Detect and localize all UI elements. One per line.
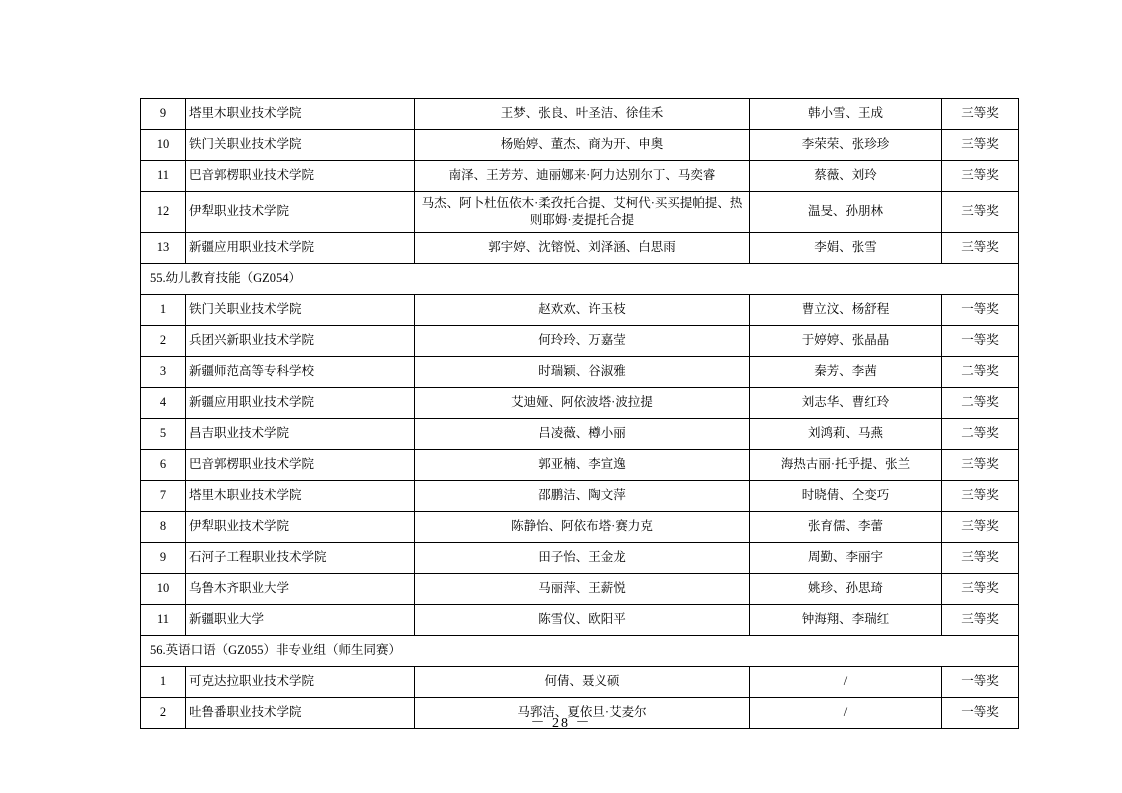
table-row: [141, 356, 1019, 387]
table-body: [141, 99, 1019, 729]
section-title: 56.英语口语（GZ055）非专业组（师生同赛）: [141, 635, 1019, 666]
rank-cell: 4: [141, 387, 186, 418]
students-cell: 郭亚楠、李宣逸: [415, 449, 750, 480]
school-cell: 塔里木职业技术学院: [186, 480, 415, 511]
award-cell: 三等奖: [942, 542, 1019, 573]
table-row: [141, 542, 1019, 573]
students-cell: 郭宇婷、沈镕悦、刘泽涵、白思雨: [415, 232, 750, 263]
award-cell: 二等奖: [942, 387, 1019, 418]
award-cell: 三等奖: [942, 480, 1019, 511]
teachers-cell: 钟海翔、李瑞红: [750, 604, 942, 635]
teachers-cell: 李荣荣、张珍珍: [750, 130, 942, 161]
teachers-cell: 刘志华、曹红玲: [750, 387, 942, 418]
table-row: [141, 130, 1019, 161]
rank-cell: 5: [141, 418, 186, 449]
table-row: [141, 192, 1019, 233]
award-cell: 三等奖: [942, 511, 1019, 542]
award-cell: 一等奖: [942, 666, 1019, 697]
rank-cell: 9: [141, 99, 186, 130]
award-cell: 三等奖: [942, 130, 1019, 161]
award-list-table: [140, 98, 1019, 729]
award-cell: 三等奖: [942, 99, 1019, 130]
school-cell: 昌吉职业技术学院: [186, 418, 415, 449]
teachers-cell: 于婷婷、张晶晶: [750, 325, 942, 356]
table-row: [141, 294, 1019, 325]
students-cell: 时瑞颖、谷淑雅: [415, 356, 750, 387]
award-cell: 三等奖: [942, 604, 1019, 635]
school-cell: 塔里木职业技术学院: [186, 99, 415, 130]
rank-cell: 2: [141, 697, 186, 728]
school-cell: 伊犁职业技术学院: [186, 192, 415, 233]
students-cell: 田子怡、王金龙: [415, 542, 750, 573]
page-number: － 28 －: [530, 716, 592, 731]
school-cell: 新疆职业大学: [186, 604, 415, 635]
teachers-cell: /: [750, 666, 942, 697]
award-cell: 一等奖: [942, 697, 1019, 728]
award-cell: 三等奖: [942, 192, 1019, 233]
award-cell: 一等奖: [942, 294, 1019, 325]
table-row: [141, 573, 1019, 604]
teachers-cell: 姚珍、孙思琦: [750, 573, 942, 604]
rank-cell: 12: [141, 192, 186, 233]
rank-cell: 2: [141, 325, 186, 356]
students-cell: 王梦、张良、叶圣洁、徐佳禾: [415, 99, 750, 130]
award-cell: 三等奖: [942, 232, 1019, 263]
school-cell: 可克达拉职业技术学院: [186, 666, 415, 697]
teachers-cell: 李娟、张雪: [750, 232, 942, 263]
rank-cell: 8: [141, 511, 186, 542]
teachers-cell: 曹立汶、杨舒程: [750, 294, 942, 325]
teachers-cell: 张育儒、李蕾: [750, 511, 942, 542]
teachers-cell: 秦芳、李茜: [750, 356, 942, 387]
school-cell: 石河子工程职业技术学院: [186, 542, 415, 573]
award-cell: 三等奖: [942, 161, 1019, 192]
table-row: [141, 511, 1019, 542]
school-cell: 铁门关职业技术学院: [186, 130, 415, 161]
rank-cell: 7: [141, 480, 186, 511]
table-row: [141, 666, 1019, 697]
rank-cell: 11: [141, 161, 186, 192]
table-row: [141, 449, 1019, 480]
teachers-cell: 时晓倩、仝变巧: [750, 480, 942, 511]
students-cell: 马郛洁、夏依旦·艾麦尔: [415, 697, 750, 728]
school-cell: 铁门关职业技术学院: [186, 294, 415, 325]
students-cell: 南泽、王芳芳、迪丽娜来·阿力达别尔丁、马奕睿: [415, 161, 750, 192]
students-cell: 陈静怡、阿依布塔·赛力克: [415, 511, 750, 542]
rank-cell: 6: [141, 449, 186, 480]
table-row: [141, 387, 1019, 418]
award-cell: 三等奖: [942, 449, 1019, 480]
students-cell: 马杰、阿卜杜伍依木·柔孜托合提、艾柯代·买买提帕提、热则耶姆·麦提托合提: [415, 192, 750, 233]
students-cell: 吕凌薇、樽小丽: [415, 418, 750, 449]
teachers-cell: 温旻、孙朋林: [750, 192, 942, 233]
school-cell: 伊犁职业技术学院: [186, 511, 415, 542]
award-cell: 一等奖: [942, 325, 1019, 356]
table-row: [141, 99, 1019, 130]
table-section-row: [141, 263, 1019, 294]
rank-cell: 10: [141, 573, 186, 604]
award-cell: 三等奖: [942, 573, 1019, 604]
table-row: [141, 480, 1019, 511]
table-row: [141, 418, 1019, 449]
table-row: [141, 604, 1019, 635]
award-cell: 二等奖: [942, 418, 1019, 449]
teachers-cell: 韩小雪、王成: [750, 99, 942, 130]
teachers-cell: 周勤、李丽宇: [750, 542, 942, 573]
rank-cell: 1: [141, 294, 186, 325]
rank-cell: 13: [141, 232, 186, 263]
school-cell: 乌鲁木齐职业大学: [186, 573, 415, 604]
teachers-cell: 蔡薇、刘玲: [750, 161, 942, 192]
rank-cell: 11: [141, 604, 186, 635]
school-cell: 新疆应用职业技术学院: [186, 232, 415, 263]
school-cell: 新疆师范高等专科学校: [186, 356, 415, 387]
students-cell: 杨贻婷、董杰、商为开、申奥: [415, 130, 750, 161]
rank-cell: 9: [141, 542, 186, 573]
students-cell: 邵鹏洁、陶文萍: [415, 480, 750, 511]
students-cell: 马丽萍、王薪悦: [415, 573, 750, 604]
teachers-cell: /: [750, 697, 942, 728]
award-cell: 二等奖: [942, 356, 1019, 387]
rank-cell: 3: [141, 356, 186, 387]
students-cell: 赵欢欢、许玉枝: [415, 294, 750, 325]
school-cell: 巴音郭楞职业技术学院: [186, 449, 415, 480]
teachers-cell: 刘鸿莉、马燕: [750, 418, 942, 449]
teachers-cell: 海热古丽·托乎提、张兰: [750, 449, 942, 480]
rank-cell: 10: [141, 130, 186, 161]
school-cell: 吐鲁番职业技术学院: [186, 697, 415, 728]
students-cell: 何玲玲、万嘉莹: [415, 325, 750, 356]
students-cell: 艾迪娅、阿依波塔·波拉提: [415, 387, 750, 418]
table-section-row: [141, 635, 1019, 666]
students-cell: 何倩、聂义硕: [415, 666, 750, 697]
table-row: [141, 161, 1019, 192]
table-row: [141, 325, 1019, 356]
school-cell: 巴音郭楞职业技术学院: [186, 161, 415, 192]
rank-cell: 1: [141, 666, 186, 697]
school-cell: 兵团兴新职业技术学院: [186, 325, 415, 356]
table-row: [141, 232, 1019, 263]
students-cell: 陈雪仪、欧阳平: [415, 604, 750, 635]
school-cell: 新疆应用职业技术学院: [186, 387, 415, 418]
section-title: 55.幼儿教育技能（GZ054）: [141, 263, 1019, 294]
